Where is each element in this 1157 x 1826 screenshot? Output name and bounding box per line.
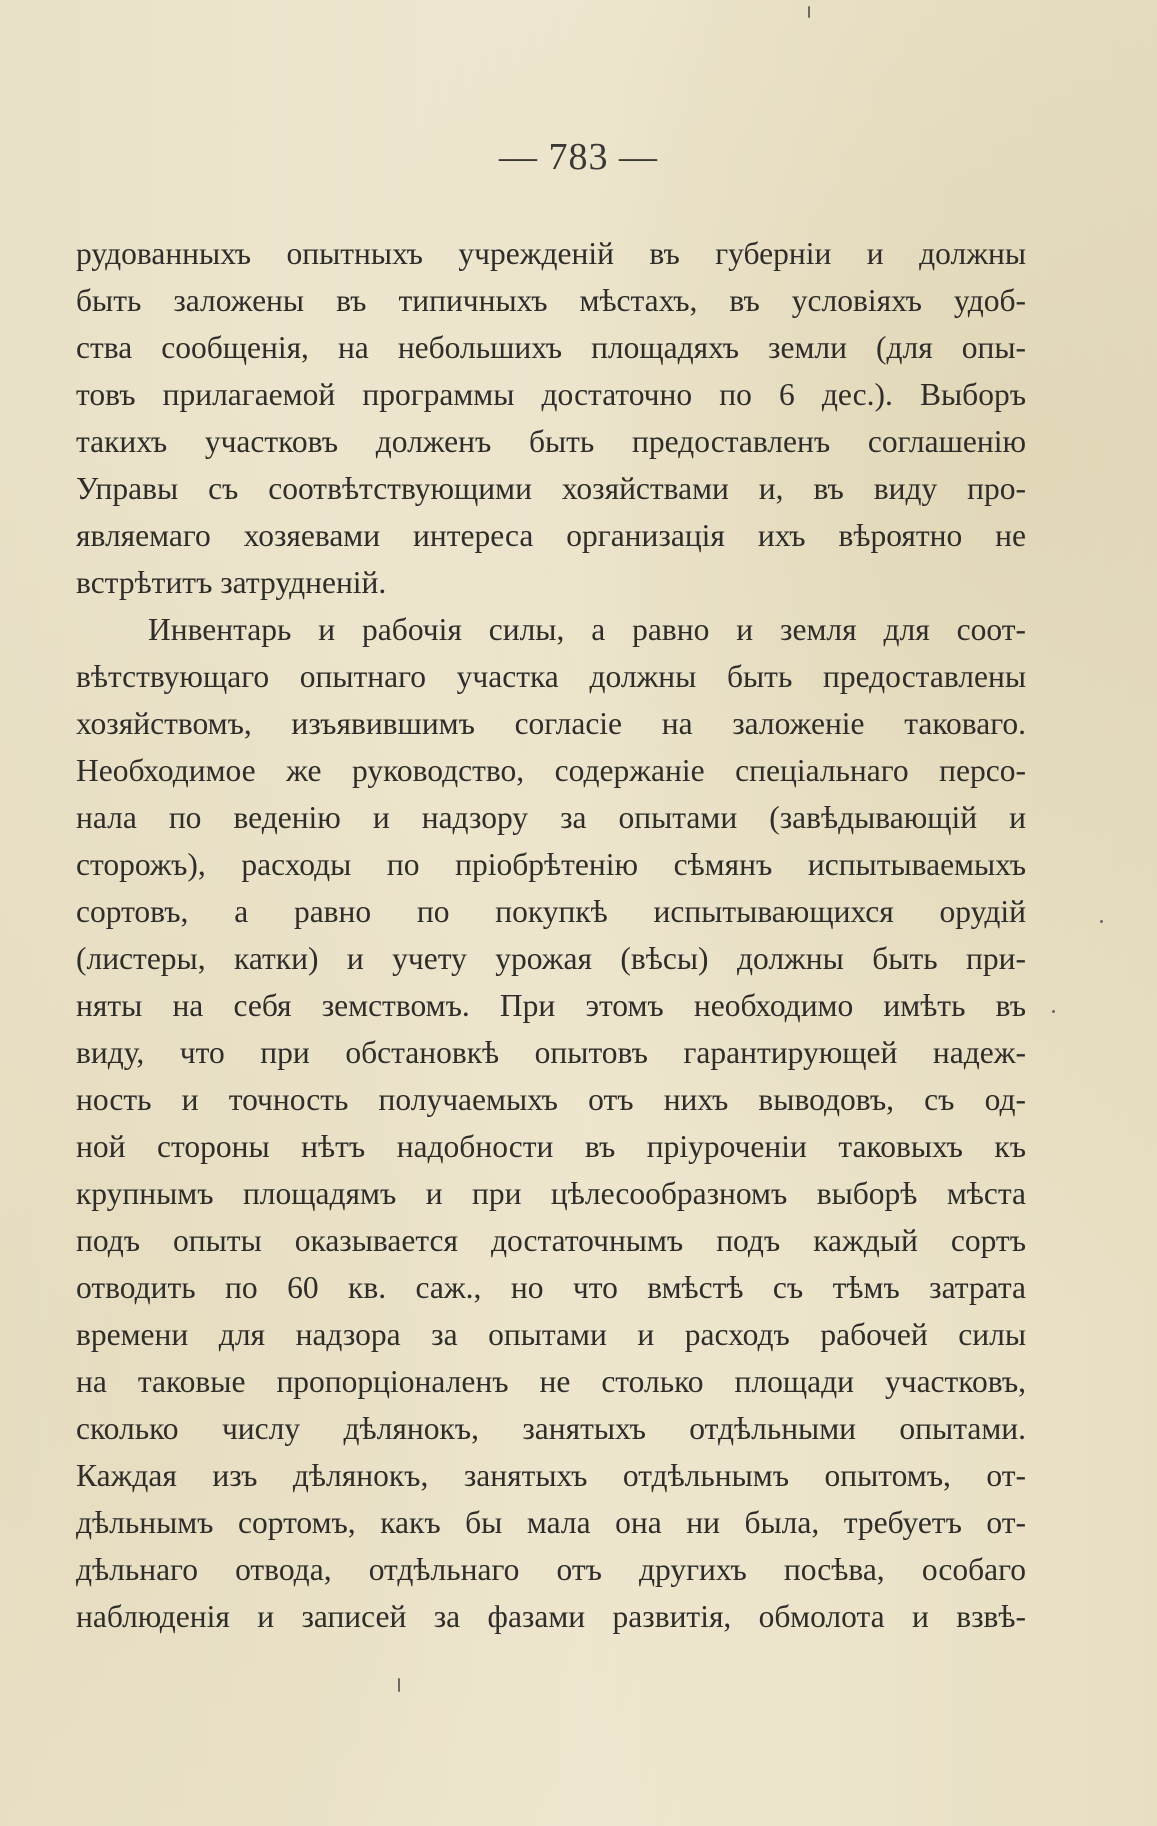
text-line: сортовъ, а равно по покупкѣ испытывающихся орудій (76, 894, 1026, 929)
text-line: подъ опыты оказывается достаточнымъ подъ каждый сортъ (76, 1223, 1026, 1258)
text-line: нала по веденію и надзору за опытами (завѣдывающій и (76, 800, 1026, 835)
text-line: быть заложены въ типичныхъ мѣстахъ, въ условіяхъ удоб- (76, 283, 1026, 318)
text-line: на таковые пропорціоналенъ не столько площади участковъ, (76, 1364, 1026, 1399)
text-line: времени для надзора за опытами и расходъ рабочей силы (76, 1317, 1026, 1352)
text-line: Управы съ соотвѣтствующими хозяйствами и, въ виду про- (76, 471, 1026, 506)
text-line: вѣтствующаго опытнаго участка должны быть предоставлены (76, 659, 1026, 694)
text-line: (листеры, катки) и учету урожая (вѣсы) должны быть при- (76, 941, 1026, 976)
text-line: ность и точность получаемыхъ отъ нихъ выводовъ, съ од- (76, 1082, 1026, 1117)
text-line: Каждая изъ дѣлянокъ, занятыхъ отдѣльнымъ опытомъ, от- (76, 1458, 1026, 1493)
print-speck (1100, 920, 1103, 923)
text-line: Инвентарь и рабочія силы, а равно и земля для соот- (148, 612, 1026, 647)
text-line: ной стороны нѣтъ надобности въ пріуроченіи таковыхъ къ (76, 1129, 1026, 1164)
print-speck (808, 6, 810, 18)
text-line: сколько числу дѣлянокъ, занятыхъ отдѣльными опытами. (76, 1411, 1026, 1446)
text-line: являемаго хозяевами интереса организація ихъ вѣроятно не (76, 518, 1026, 553)
text-line: рудованныхъ опытныхъ учрежденій въ губерніи и должны (76, 236, 1026, 271)
body-text (76, 230, 1026, 1640)
text-line: няты на себя земствомъ. При этомъ необходимо имѣть въ (76, 988, 1026, 1023)
text-line: Необходимое же руководство, содержаніе спеціальнаго персо- (76, 753, 1026, 788)
text-line: сторожъ), расходы по пріобрѣтенію сѣмянъ испытываемыхъ (76, 847, 1026, 882)
paragraph-2 (76, 606, 1026, 1640)
text-line: наблюденія и записей за фазами развитія, обмолота и взвѣ- (76, 1599, 1026, 1634)
text-line: отводить по 60 кв. саж., но что вмѣстѣ съ тѣмъ затрата (76, 1270, 1026, 1305)
text-line: ства сообщенія, на небольшихъ площадяхъ земли (для опы- (76, 330, 1026, 365)
text-line: встрѣтитъ затрудненій. (76, 565, 387, 600)
print-speck (1052, 1010, 1055, 1013)
text-line: хозяйствомъ, изъявившимъ согласіе на заложеніе таковаго. (76, 706, 1026, 741)
text-line: дѣльнымъ сортомъ, какъ бы мала она ни была, требуетъ от- (76, 1505, 1026, 1540)
text-line: такихъ участковъ долженъ быть предоставленъ соглашенію (76, 424, 1026, 459)
text-line: товъ прилагаемой программы достаточно по 6 дес.). Выборъ (76, 377, 1026, 412)
text-line: крупнымъ площадямъ и при цѣлесообразномъ выборѣ мѣста (76, 1176, 1026, 1211)
page-number: — 783 — (499, 136, 658, 178)
paragraph-1 (76, 230, 1026, 606)
text-line: дѣльнаго отвода, отдѣльнаго отъ другихъ посѣва, особаго (76, 1552, 1026, 1587)
text-line: виду, что при обстановкѣ опытовъ гарантирующей надеж- (76, 1035, 1026, 1070)
print-speck (398, 1678, 400, 1692)
